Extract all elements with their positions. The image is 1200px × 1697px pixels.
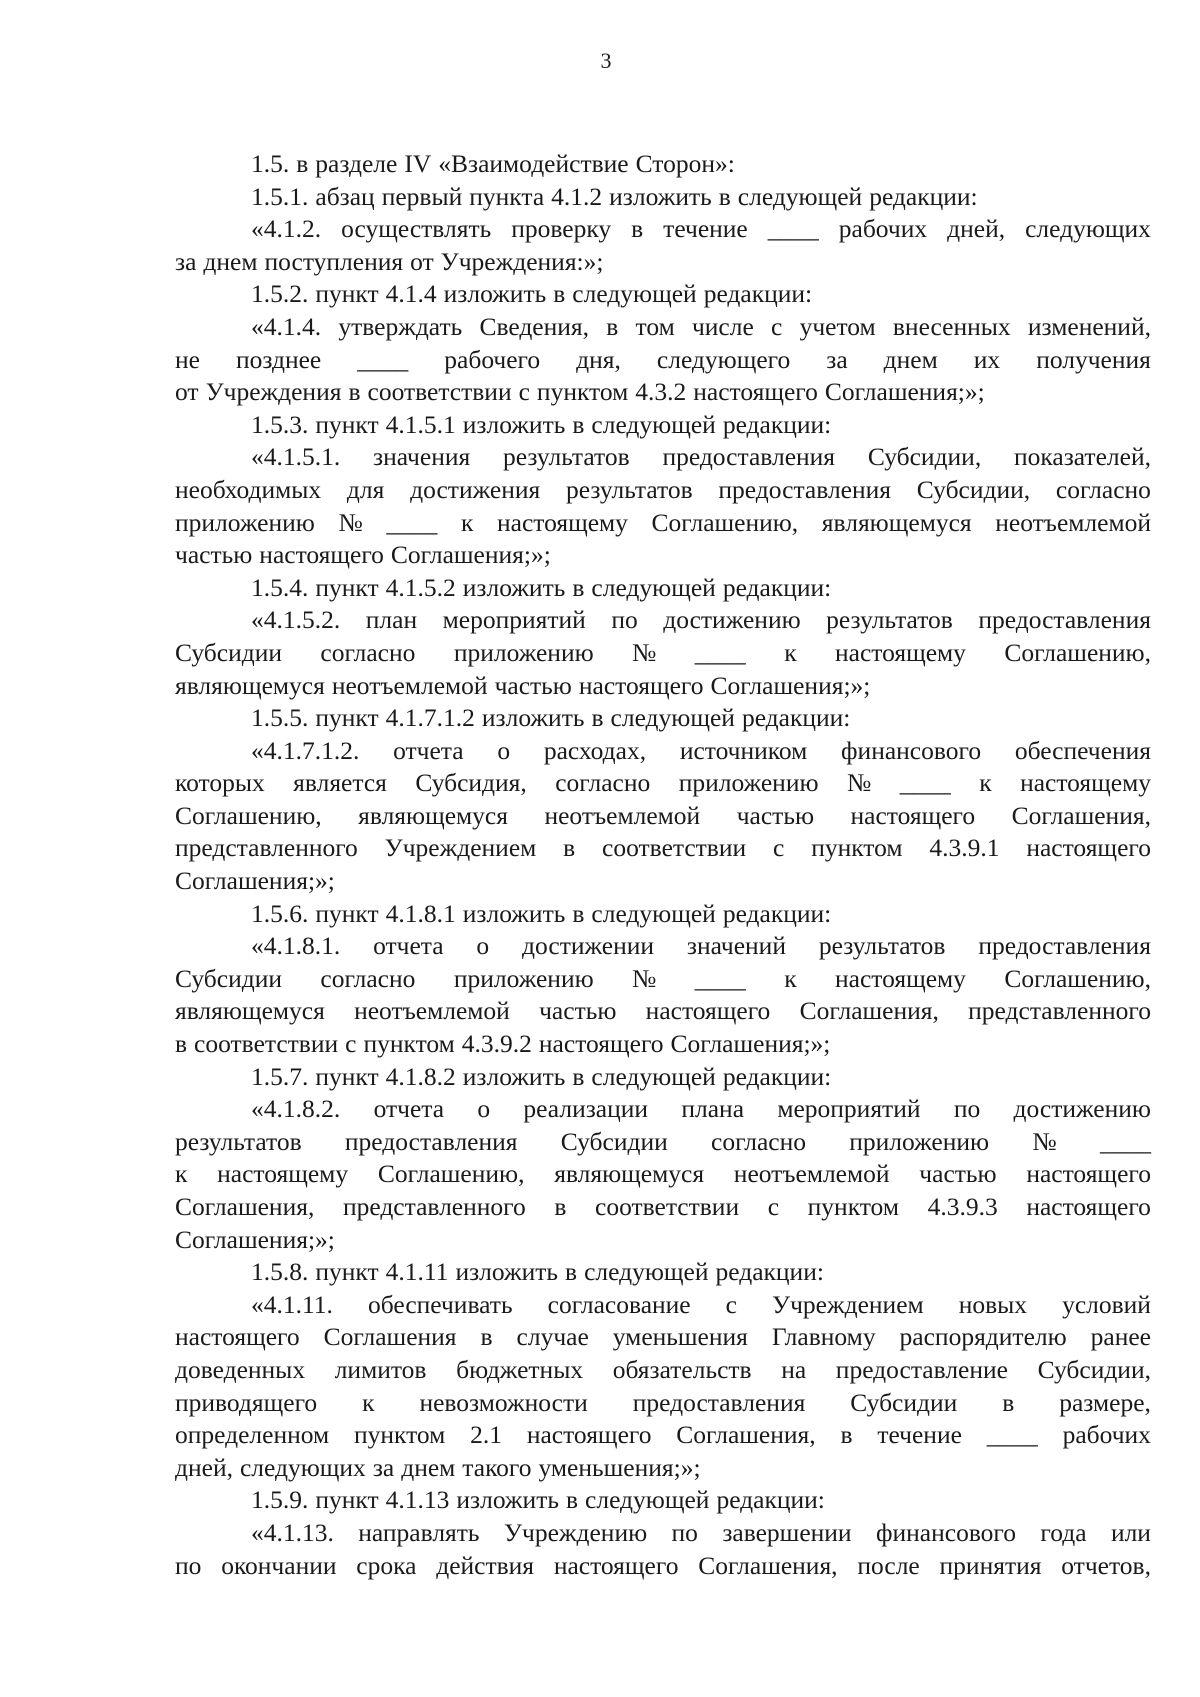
text-line: 1.5.6. пункт 4.1.8.1 изложить в следующей редакции:	[251, 898, 832, 928]
text-line: «4.1.8.1. отчета о достижении значений результатов предоставления	[251, 931, 1151, 961]
text-line: «4.1.13. направлять Учреждению по завершении финансового года или	[251, 1517, 1151, 1547]
text-line: 1.5.2. пункт 4.1.4 изложить в следующей редакции:	[251, 279, 813, 309]
text-line: Соглашения, представленного в соответствии с пунктом 4.3.9.3 настоящего	[175, 1192, 1151, 1221]
text-line: 1.5.7. пункт 4.1.8.2 изложить в следующей редакции:	[251, 1061, 832, 1091]
text-line: от Учреждения в соответствии с пунктом 4.3.2 настоящего Соглашения;»;	[175, 377, 985, 407]
text-line: частью настоящего Соглашения;»;	[175, 540, 551, 570]
text-line: Соглашению, являющемуся неотъемлемой частью настоящего Соглашения,	[175, 800, 1151, 830]
text-line: являющемуся неотъемлемой частью настоящего Соглашения;»;	[175, 670, 871, 700]
text-line: 1.5.4. пункт 4.1.5.2 изложить в следующей редакции:	[251, 572, 832, 602]
text-line: Субсидии согласно приложению № ____ к настоящему Соглашению,	[175, 637, 1151, 667]
text-line: «4.1.11. обеспечивать согласование с Учреждением новых условий	[251, 1289, 1151, 1319]
text-line: в соответствии с пунктом 4.3.9.2 настоящего Соглашения;»;	[175, 1029, 831, 1059]
text-line: «4.1.8.2. отчета о реализации плана мероприятий по достижению	[251, 1094, 1151, 1124]
text-line: настоящего Соглашения в случае уменьшения Главному распорядителю ранее	[175, 1322, 1151, 1352]
text-line: Соглашения;»;	[175, 1224, 335, 1254]
text-line: 1.5.3. пункт 4.1.5.1 изложить в следующей редакции:	[251, 409, 832, 439]
text-line: «4.1.5.2. план мероприятий по достижению результатов предоставления	[251, 605, 1151, 635]
text-line: определенном пунктом 2.1 настоящего Соглашения, в течение ____ рабочих	[175, 1420, 1151, 1450]
text-line: приложению № ____ к настоящему Соглашению, являющемуся неотъемлемой	[175, 507, 1151, 537]
text-line: Субсидии согласно приложению № ____ к настоящему Соглашению,	[175, 963, 1151, 993]
text-line: к настоящему Соглашению, являющемуся неотъемлемой частью настоящего	[175, 1159, 1151, 1189]
text-line: «4.1.5.1. значения результатов предоставления Субсидии, показателей,	[251, 442, 1151, 472]
text-line: 1.5.9. пункт 4.1.13 изложить в следующей редакции:	[251, 1485, 825, 1515]
text-line: доведенных лимитов бюджетных обязательств на предоставление Субсидии,	[175, 1354, 1151, 1384]
text-line: приводящего к невозможности предоставления Субсидии в размере,	[175, 1387, 1151, 1417]
text-line: 1.5.1. абзац первый пункта 4.1.2 изложить в следующей редакции:	[251, 181, 978, 211]
text-line: дней, следующих за днем такого уменьшения;»;	[175, 1452, 701, 1482]
page-number: 3	[600, 48, 612, 73]
text-line: результатов предоставления Субсидии согласно приложению № ____	[175, 1126, 1151, 1156]
text-line: не позднее ____ рабочего дня, следующего за днем их получения	[175, 344, 1151, 374]
text-line: «4.1.2. осуществлять проверку в течение ____ рабочих дней, следующих	[251, 214, 1151, 244]
text-line: 1.5.5. пункт 4.1.7.1.2 изложить в следующей редакции:	[251, 703, 851, 733]
text-line: Соглашения;»;	[175, 866, 335, 896]
text-line: «4.1.4. утверждать Сведения, в том числе с учетом внесенных изменений,	[251, 311, 1151, 341]
text-line: 1.5. в разделе IV «Взаимодействие Сторон»:	[251, 149, 735, 178]
text-line: являющемуся неотъемлемой частью настоящего Соглашения, представленного	[175, 996, 1151, 1026]
text-line: 1.5.8. пункт 4.1.11 изложить в следующей редакции:	[251, 1257, 824, 1287]
text-line: «4.1.7.1.2. отчета о расходах, источником финансового обеспечения	[251, 735, 1151, 765]
text-line: необходимых для достижения результатов предоставления Субсидии, согласно	[175, 474, 1151, 504]
text-line: за днем поступления от Учреждения:»;	[175, 246, 604, 276]
text-line: которых является Субсидия, согласно приложению № ____ к настоящему	[175, 768, 1151, 798]
text-line: по окончании срока действия настоящего Соглашения, после принятия отчетов,	[175, 1550, 1151, 1580]
text-line: представленного Учреждением в соответствии с пунктом 4.3.9.1 настоящего	[175, 833, 1151, 863]
document-body	[175, 148, 1151, 1582]
